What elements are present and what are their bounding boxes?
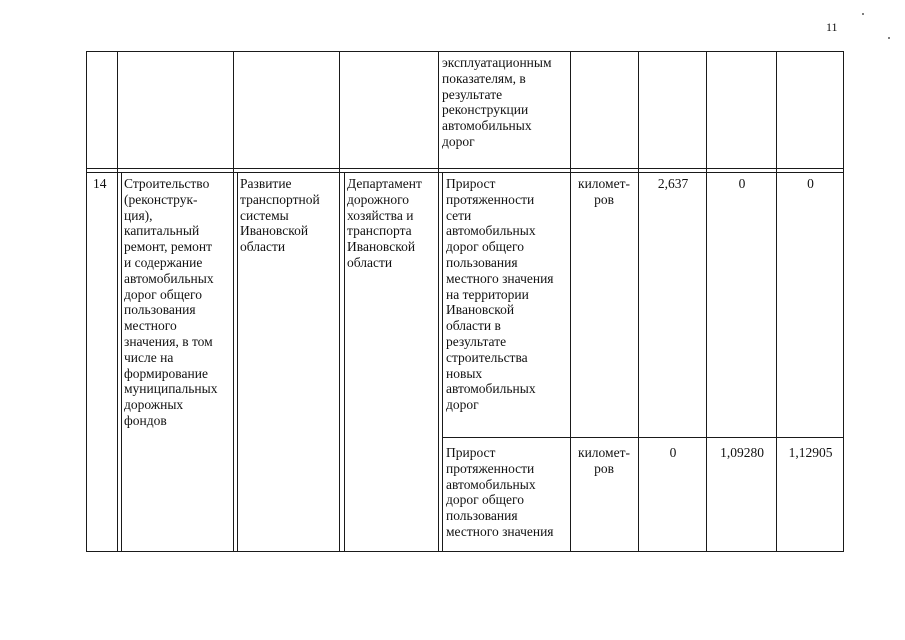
text-line: дорог общего <box>124 286 202 302</box>
col-border <box>233 51 234 552</box>
program-name <box>240 176 336 255</box>
text-line: области <box>240 239 286 255</box>
text-line: и содержание <box>124 254 203 270</box>
text-line: дорог <box>442 133 475 149</box>
text-line: формирование <box>124 365 208 381</box>
indicator-1-name <box>446 176 568 413</box>
activity-name <box>124 176 233 429</box>
indicator-2-value-1: 0 <box>669 445 677 460</box>
col-border-double <box>121 172 122 551</box>
text-line: дорожных <box>124 397 184 413</box>
indicator-1-value-2: 0 <box>738 176 746 191</box>
indicator-divider <box>442 437 844 438</box>
text-line: капитальный <box>124 223 200 239</box>
text-line: километ- <box>578 445 630 460</box>
text-line: муниципальных <box>124 381 218 397</box>
text-line: местного значения <box>446 523 554 539</box>
col-border-double <box>344 172 345 551</box>
text-line: автомобильных <box>442 118 532 134</box>
text-line: пользования <box>124 302 196 318</box>
indicator-2-value-3: 1,12905 <box>788 445 833 460</box>
text-line: ров <box>594 191 614 207</box>
text-line: пользования <box>446 254 518 270</box>
row-number: 14 <box>93 176 107 191</box>
text-line-part: показателям, в <box>442 70 526 86</box>
indicator-1-value-3: 0 <box>807 176 814 191</box>
indicator-2-name <box>446 445 568 540</box>
text-line: дорог <box>446 397 479 413</box>
col-border <box>706 51 707 552</box>
table-bottom-border <box>86 551 844 552</box>
text-line <box>442 71 566 87</box>
page-number: 11 <box>826 20 838 34</box>
text-line: местного <box>124 318 177 334</box>
text-line: результате <box>442 86 503 102</box>
col-border <box>86 51 87 552</box>
text-line: реконструкции <box>442 102 529 118</box>
text-line: новых <box>446 365 483 381</box>
text-line: Прирост <box>446 445 496 460</box>
text-line: (реконструк- <box>124 191 198 207</box>
col-border-double <box>442 172 443 551</box>
text-line: дорог общего <box>446 239 524 255</box>
col-border <box>570 51 571 552</box>
indicator-1-value-1: 2,637 <box>657 176 689 191</box>
col-border <box>843 51 844 552</box>
text-line: области <box>347 254 393 270</box>
text-line: результате <box>446 333 507 349</box>
text-line: километ- <box>578 176 630 191</box>
text-line: ция), <box>124 207 153 223</box>
text-line: Ивановской <box>240 223 309 239</box>
text-line: ремонт, ремонт <box>124 239 213 255</box>
row-divider <box>86 168 844 169</box>
col-border <box>638 51 639 552</box>
indicator-1-unit <box>573 176 635 208</box>
text-line: Ивановской <box>347 239 416 255</box>
text-line: области в <box>446 318 501 334</box>
text-line: дорог общего <box>446 492 524 508</box>
text-line: протяженности <box>446 191 535 207</box>
col-border <box>117 51 118 552</box>
text-line: сети <box>446 207 472 223</box>
executor-name <box>347 176 437 271</box>
text-line: местного значения <box>446 270 554 286</box>
text-line: автомобильных <box>446 381 536 397</box>
indicator-2-value-2: 1,09280 <box>720 445 764 460</box>
text-line: системы <box>240 207 289 223</box>
text-line: автомобильных <box>124 270 214 286</box>
text-line: хозяйства и <box>347 207 414 223</box>
row-divider-double <box>86 172 844 173</box>
text-line: фондов <box>124 412 167 428</box>
text-line: Строительство <box>124 176 210 191</box>
text-line: числе на <box>124 349 174 365</box>
text-line: эксплуатационным <box>442 55 552 70</box>
col-border-double <box>237 172 238 551</box>
col-border <box>339 51 340 552</box>
indicator-2-unit <box>573 445 635 477</box>
table-top-border <box>86 51 844 52</box>
text-line: значения, в том <box>124 333 213 349</box>
text-line: протяженности <box>446 460 535 476</box>
text-line: транспортной <box>240 191 320 207</box>
text-line: транспорта <box>347 223 412 239</box>
text-line: Развитие <box>240 176 292 191</box>
text-line: ров <box>594 460 614 476</box>
text-line: Ивановской <box>446 302 515 318</box>
col-border <box>776 51 777 552</box>
text-line: Прирост <box>446 176 496 191</box>
col-border <box>438 51 439 552</box>
text-line: автомобильных <box>446 476 536 492</box>
continuation-indicator <box>442 55 566 150</box>
text-line: пользования <box>446 508 518 524</box>
text-line: дорожного <box>347 191 410 207</box>
text-line: на территории <box>446 286 529 302</box>
text-line: автомобильных <box>446 223 536 239</box>
text-line: Департамент <box>347 176 422 191</box>
text-line: строительства <box>446 349 528 365</box>
